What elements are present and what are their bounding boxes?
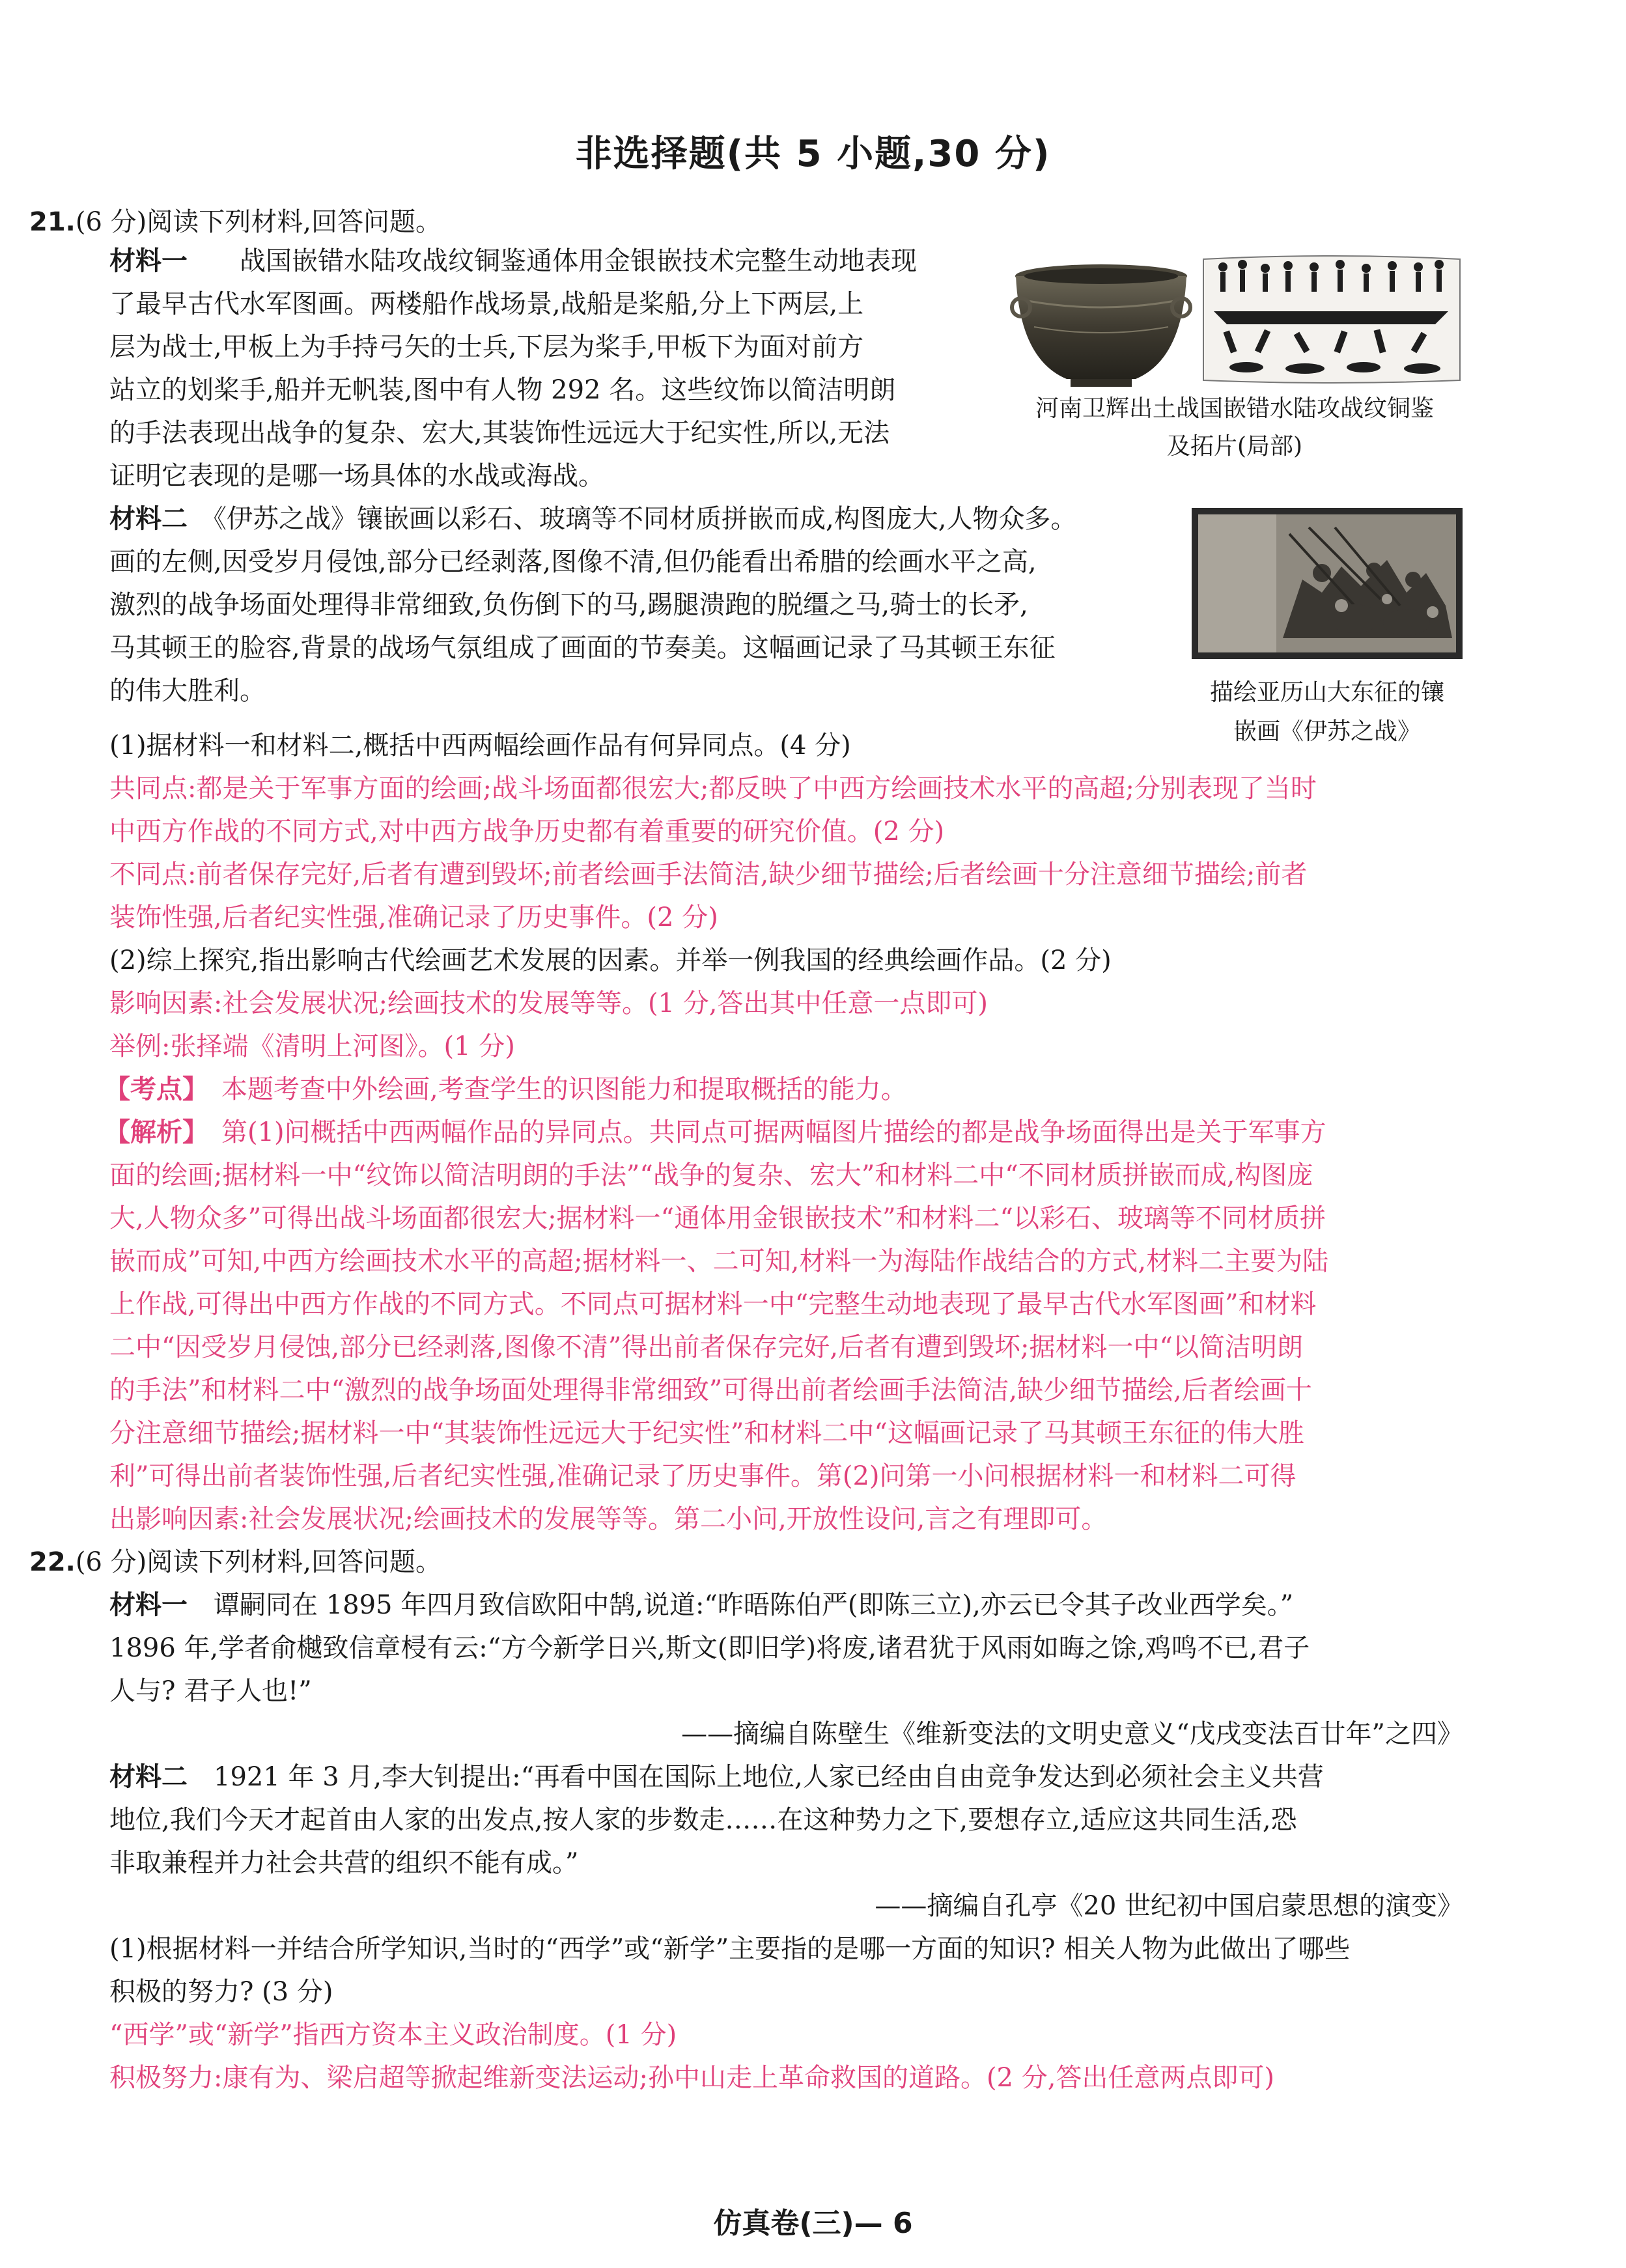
q21-jiexi-line-6: 二中“因受岁月侵蚀,部分已经剥落,图像不清”得出前者保存完好,后者有遭到毁坏;据材料一中“以简洁明朗: [109, 1332, 1303, 1362]
q21-m2-text-1: 《伊苏之战》镶嵌画以彩石、玻璃等不同材质拼嵌而成,构图庞大,人物众多。: [214, 504, 1077, 534]
q21-kaodian: [104, 1072, 907, 1107]
q21-m1-line-6: 证明它表现的是哪一场具体的水战或海战。: [109, 461, 604, 491]
q22-m2-label: 材料二: [109, 1762, 188, 1792]
q22-m1-label: 材料一: [109, 1590, 188, 1620]
q22-m1-line-2: 1896 年,学者俞樾致信章梫有云:“方今新学日兴,斯文(即旧学)将废,诸君犹于风雨如晦之馀,鸡鸣不已,君子: [109, 1633, 1310, 1663]
q21-jiexi-line-2: 面的绘画;据材料一中“纹饰以简洁明朗的手法”“战争的复杂、宏大”和材料二中“不同材质拼嵌而成,构图庞: [109, 1160, 1313, 1190]
q22-stem-text: (6 分)阅读下列材料,回答问题。: [75, 1547, 442, 1577]
q21-m2-line-1: [109, 501, 1076, 537]
q21-jiexi-line-9: 利”可得出前者装饰性强,后者纪实性强,准确记录了历史事件。第(2)问第一小问根据材料一和材料二可得: [109, 1461, 1297, 1491]
q22-m1-line-3: 人与? 君子人也!”: [109, 1676, 312, 1706]
mosaic-image: [1192, 508, 1463, 659]
page-footer: 仿真卷(三)— 6: [713, 2207, 913, 2240]
image2-caption-line-1: 描绘亚历山大东征的镶: [1209, 679, 1444, 706]
jiexi-text-1: 第(1)问概括中西两幅作品的异同点。共同点可据两幅图片描绘的都是战争场面得出是关于军事方: [221, 1117, 1326, 1147]
q21-ans2-line-1: 影响因素:社会发展状况;绘画技术的发展等等。(1 分,答出其中任意一点即可): [109, 988, 988, 1018]
q22-m2-line-1: [109, 1759, 1324, 1795]
kaodian-tag: 【考点】: [104, 1074, 195, 1104]
section-title: 非选择题(共 5 小题,30 分): [575, 133, 1051, 175]
q22-ans1-line-1: “西学”或“新学”指西方资本主义政治制度。(1 分): [109, 2020, 677, 2050]
q21-m2-label: 材料二: [109, 504, 188, 534]
q21-jiexi-line-7: 的手法”和材料二中“激烈的战争场面处理得非常细致”可得出前者绘画手法简洁,缺少细节描绘,后者绘画十: [109, 1375, 1312, 1405]
q22-stem: [29, 1545, 442, 1580]
q21-jiexi-line-10: 出影响因素:社会发展状况;绘画技术的发展等等。第二小问,开放性设问,言之有理即可。: [109, 1504, 1108, 1534]
q21-m2-line-5: 的伟大胜利。: [109, 676, 266, 706]
q22-sub1-line-1: (1)根据材料一并结合所学知识,当时的“西学”或“新学”主要指的是哪一方面的知识? 相关人物为此做出了哪些: [109, 1934, 1351, 1964]
q22-number: 22.: [29, 1547, 76, 1577]
q21-jiexi-line-5: 上作战,可得出中西方作战的不同方式。不同点可据材料一中“完整生动地表现了最早古代水军图画”和材料: [109, 1289, 1317, 1319]
bronze-vessel-image: [1008, 262, 1194, 389]
q21-m1-label: 材料一: [109, 246, 188, 276]
q21-m1-line-3: 层为战士,甲板上为手持弓矢的士兵,下层为桨手,甲板下为面对前方: [109, 332, 864, 362]
image1-caption-line-1: 河南卫辉出土战国嵌错水陆攻战纹铜鉴: [1035, 395, 1434, 422]
q21-jiexi-line-8: 分注意细节描绘;据材料一中“其装饰性远远大于纪实性”和材料二中“这幅画记录了马其顿王东征的伟大胜: [109, 1418, 1304, 1448]
q22-m2-line-3: 非取兼程并力社会共营的组织不能有成。”: [109, 1848, 579, 1878]
q21-m1-line-1: [109, 244, 917, 279]
q21-ans2-line-2: 举例:张择端《清明上河图》。(1 分): [109, 1031, 515, 1061]
q22-sub1-line-2: 积极的努力? (3 分): [109, 1977, 333, 2007]
q22-ans1-line-2: 积极努力:康有为、梁启超等掀起维新变法运动;孙中山走上革命救国的道路。(2 分,答出任意两点即可): [109, 2063, 1275, 2093]
q22-m2-text-1: 1921 年 3 月,李大钊提出:“再看中国在国际上地位,人家已经由自由竞争发达到必须社会主义共营: [214, 1762, 1324, 1792]
q21-m1-line-5: 的手法表现出战争的复杂、宏大,其装饰性远远大于纪实性,所以,无法: [109, 418, 890, 448]
q21-stem: [29, 204, 442, 240]
q21-sub1: (1)据材料一和材料二,概括中西两幅绘画作品有何异同点。(4 分): [109, 731, 851, 761]
q21-m2-line-4: 马其顿王的脸容,背景的战场气氛组成了画面的节奏美。这幅画记录了马其顿王东征: [109, 633, 1056, 663]
q21-jiexi-line-1: [104, 1115, 1326, 1150]
q22-m2-source: ——摘编自孔亭《20 世纪初中国启蒙思想的演变》: [875, 1891, 1463, 1921]
jiexi-tag: 【解析】: [104, 1117, 195, 1147]
image1-caption-line-2: 及拓片(局部): [1166, 433, 1303, 460]
q22-m1-source: ——摘编自陈壁生《维新变法的文明史意义“戊戌变法百廿年”之四》: [681, 1719, 1463, 1749]
q21-m2-line-2: 画的左侧,因受岁月侵蚀,部分已经剥落,图像不清,但仍能看出希腊的绘画水平之高,: [109, 547, 1037, 577]
q21-jiexi-line-3: 大,人物众多”可得出战斗场面都很宏大;据材料一“通体用金银嵌技术”和材料二“以彩石、玻璃等不同材质拼: [109, 1203, 1326, 1233]
image2-caption-line-2: 嵌画《伊苏之战》: [1233, 718, 1421, 745]
q22-m1-text-1: 谭嗣同在 1895 年四月致信欧阳中鹄,说道:“昨晤陈伯严(即陈三立),亦云已令其子改业西学矣。”: [214, 1590, 1294, 1620]
q21-ans1-line-1: 共同点:都是关于军事方面的绘画;战斗场面都很宏大;都反映了中西方绘画技术水平的高超;分别表现了当时: [109, 774, 1317, 804]
q21-m1-line-2: 了最早古代水军图画。两楼船作战场景,战船是桨船,分上下两层,上: [109, 289, 864, 319]
q21-m1-line-4: 站立的划桨手,船并无帆装,图中有人物 292 名。这些纹饰以简洁明朗: [109, 375, 896, 405]
q21-m2-line-3: 激烈的战争场面处理得非常细致,负伤倒下的马,踢腿溃跑的脱缰之马,骑士的长矛,: [109, 590, 1028, 620]
kaodian-text: 本题考查中外绘画,考查学生的识图能力和提取概括的能力。: [221, 1074, 907, 1104]
q21-ans1-line-4: 装饰性强,后者纪实性强,准确记录了历史事件。(2 分): [109, 903, 718, 932]
q21-number: 21.: [29, 207, 76, 237]
rubbing-image: [1201, 253, 1463, 385]
q21-sub2: (2)综上探究,指出影响古代绘画艺术发展的因素。并举一例我国的经典绘画作品。(2 分): [109, 945, 1112, 975]
q22-m1-line-1: [109, 1588, 1293, 1623]
q21-stem-text: (6 分)阅读下列材料,回答问题。: [75, 207, 442, 237]
q21-ans1-line-2: 中西方作战的不同方式,对中西方战争历史都有着重要的研究价值。(2 分): [109, 817, 945, 847]
q21-ans1-line-3: 不同点:前者保存完好,后者有遭到毁坏;前者绘画手法简洁,缺少细节描绘;后者绘画十分注意细节描绘;前者: [109, 860, 1308, 889]
q21-m1-text-1: 战国嵌错水陆攻战纹铜鉴通体用金银嵌技术完整生动地表现: [240, 246, 917, 276]
q21-jiexi-line-4: 嵌而成”可知,中西方绘画技术水平的高超;据材料一、二可知,材料一为海陆作战结合的方式,材料二主要为陆: [109, 1246, 1329, 1276]
q22-m2-line-2: 地位,我们今天才起首由人家的出发点,按人家的步数走……在这种势力之下,要想存立,适应这共同生活,恐: [109, 1805, 1297, 1835]
